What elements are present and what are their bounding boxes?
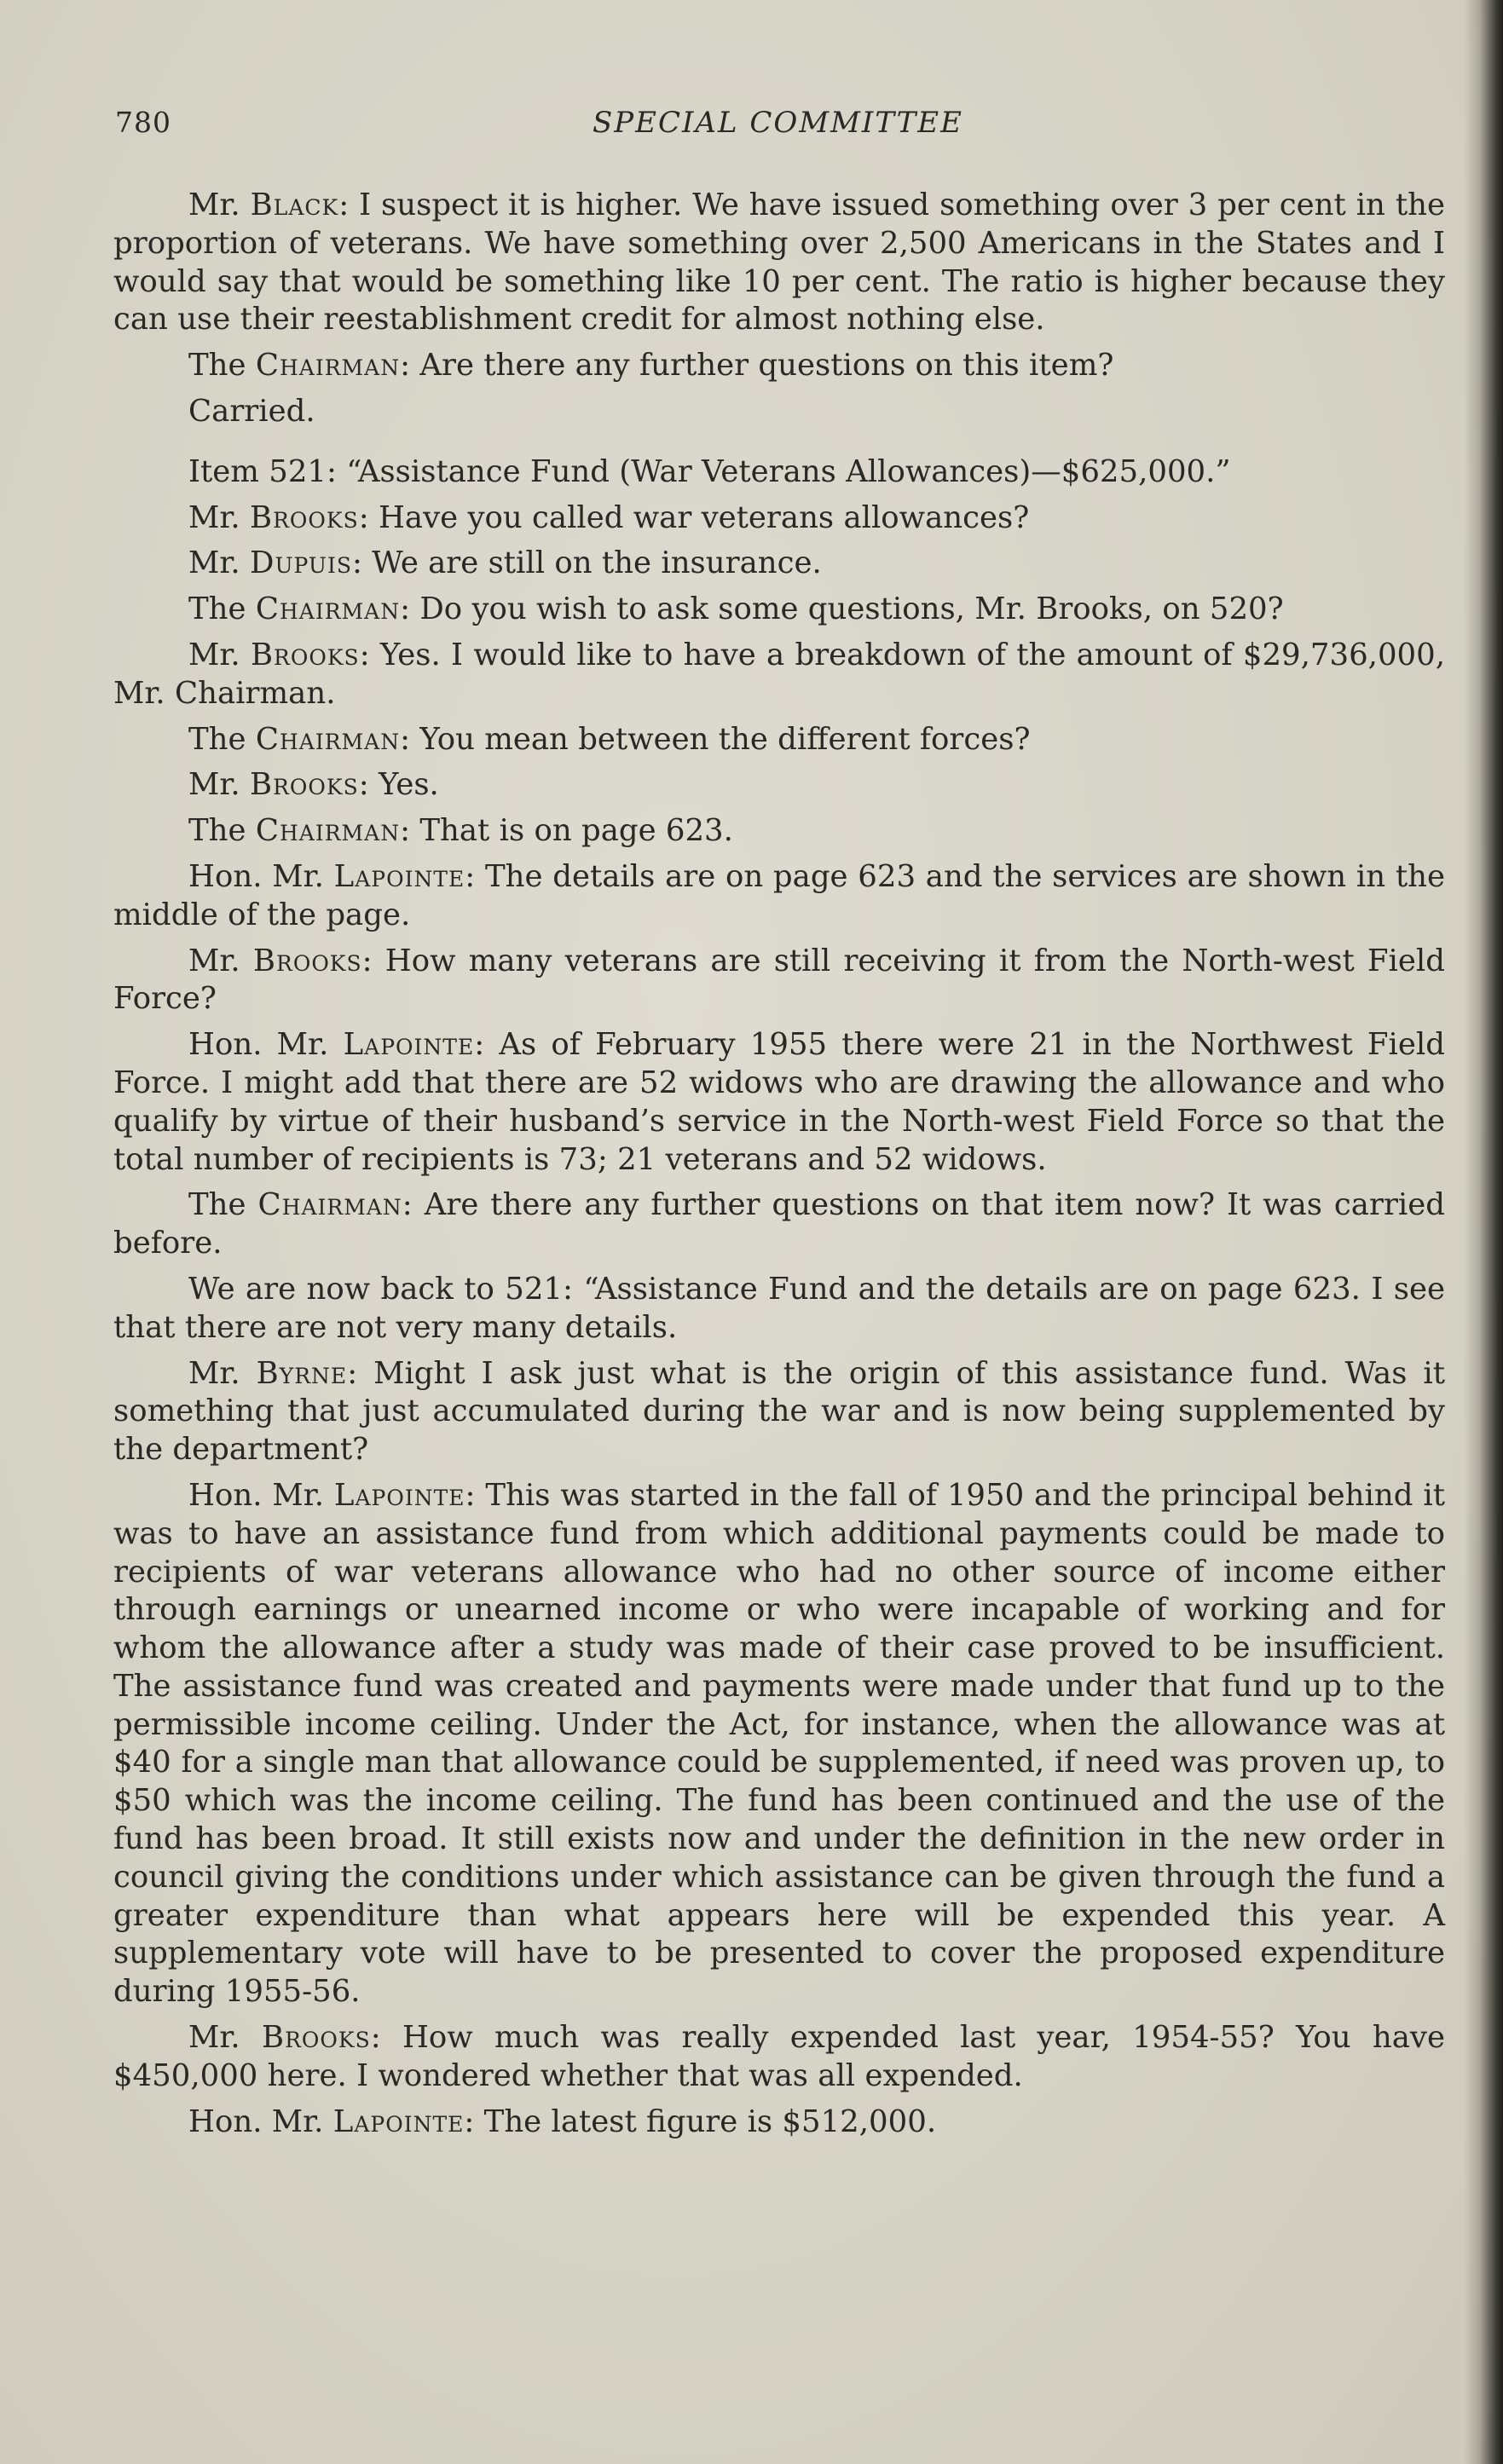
transcript-body <box>113 187 1445 2149</box>
speaker-name: Chairman <box>255 813 401 849</box>
speaker-name: Chairman <box>255 591 401 627</box>
paragraph: Mr. Brooks: Yes. I would like to have a breakdown of the amount of $29,736,000, Mr. Chairman. <box>113 637 1445 711</box>
speaker-name: Chairman <box>257 1187 402 1223</box>
speaker-name: Lapointe <box>333 1477 465 1513</box>
paragraph: Mr. Byrne: Might I ask just what is the origin of this assistance fund. Was it something that just accumulated during the war and is now being supplemented by the department? <box>113 1355 1445 1468</box>
speaker-name: Lapointe <box>333 858 465 894</box>
speaker-name: Brooks <box>261 2020 371 2056</box>
paragraph: Item 521: “Assistance Fund (War Veterans Allowances)—$625,000.” <box>188 453 1231 489</box>
speaker-name: Brooks <box>250 767 359 803</box>
paragraph: Hon. Mr. Lapointe: The details are on page 623 and the services are shown in the middle of the page. <box>113 858 1445 932</box>
paragraph: Mr. Brooks: How many veterans are still receiving it from the North-west Field Force? <box>113 943 1445 1017</box>
speaker-name: Brooks <box>250 499 359 535</box>
page-number: 780 <box>115 106 171 139</box>
speaker-name: Chairman <box>255 348 401 384</box>
paragraph: The Chairman: Are there any further questions on that item now? It was carried before. <box>113 1187 1446 1261</box>
paragraph: Hon. Mr. Lapointe: The latest figure is $512,000. <box>188 2103 937 2139</box>
paragraph: Mr. Dupuis: We are still on the insurance. <box>188 545 822 581</box>
paragraph: The Chairman: That is on page 623. <box>188 813 733 849</box>
paragraph: Mr. Brooks: How much was really expended last year, 1954-55? You have $450,000 here. I wondered whether that was all expended. <box>113 2020 1445 2093</box>
paragraph: The Chairman: Are there any further questions on this item? <box>188 348 1114 384</box>
binding-edge-shadow <box>1464 0 1503 2464</box>
paragraph: Mr. Brooks: Have you called war veterans allowances? <box>188 499 1030 535</box>
speaker-name: Lapointe <box>332 2103 465 2139</box>
running-head: SPECIAL COMMITTEE <box>593 106 963 140</box>
speaker-name: Chairman <box>255 721 401 757</box>
speaker-name: Byrne <box>256 1355 348 1391</box>
speaker-name: Black <box>250 188 339 222</box>
paragraph: Hon. Mr. Lapointe: As of February 1955 there were 21 in the Northwest Field Force. I might add that there are 52 widows who are drawing the allowance and who qualify by virtue of their husband’s service in the North-west Field Force so that the total number of recipients is 73; 21 veterans and 52 widows. <box>113 1027 1445 1177</box>
paragraph: Mr. Black: I suspect it is higher. We have issued something over 3 per cent in the proportion of veterans. We have something over 2,500 Americans in the States and I would say that would be something like 10 per cent. The ratio is higher because they can use their reestablishment credit for almost nothing else. <box>113 188 1445 338</box>
paragraph: Carried. <box>188 393 315 429</box>
page-header <box>115 106 1445 148</box>
paragraph: We are now back to 521: “Assistance Fund and the details are on page 623. I see that there are not very many details. <box>113 1271 1445 1345</box>
paragraph: The Chairman: Do you wish to ask some questions, Mr. Brooks, on 520? <box>188 591 1284 627</box>
speaker-name: Dupuis <box>250 545 352 581</box>
speaker-name: Brooks <box>252 943 362 978</box>
speaker-name: Brooks <box>250 637 360 672</box>
paragraph: Mr. Brooks: Yes. <box>188 767 439 803</box>
paragraph: Hon. Mr. Lapointe: This was started in the fall of 1950 and the principal behind it was to have an assistance fund from which additional payments could be made to recipients of war veterans allowance who had no other source of income either through earnings or unearned income or who were incapable of working and for whom the allowance after a study was made of their case proved to be insufficient. The assistance fund was created and payments were made under that fund up to the permissible income ceiling. Under the Act, for instance, when the allowance was at $40 for a single man that allowance could be supplemented, if need was proven up, to $50 which was the income ceiling. The fund has been continued and the use of the fund has been broad. It still exists now and under the definition in the new order in council giving the conditions under which assistance can be given through the fund a greater expenditure than what appears here will be expended this year. A supplementary vote will have to be presented to cover the proposed expenditure during 1955-56. <box>113 1477 1445 2010</box>
paragraph: The Chairman: You mean between the different forces? <box>188 721 1031 757</box>
speaker-name: Lapointe <box>343 1027 475 1063</box>
